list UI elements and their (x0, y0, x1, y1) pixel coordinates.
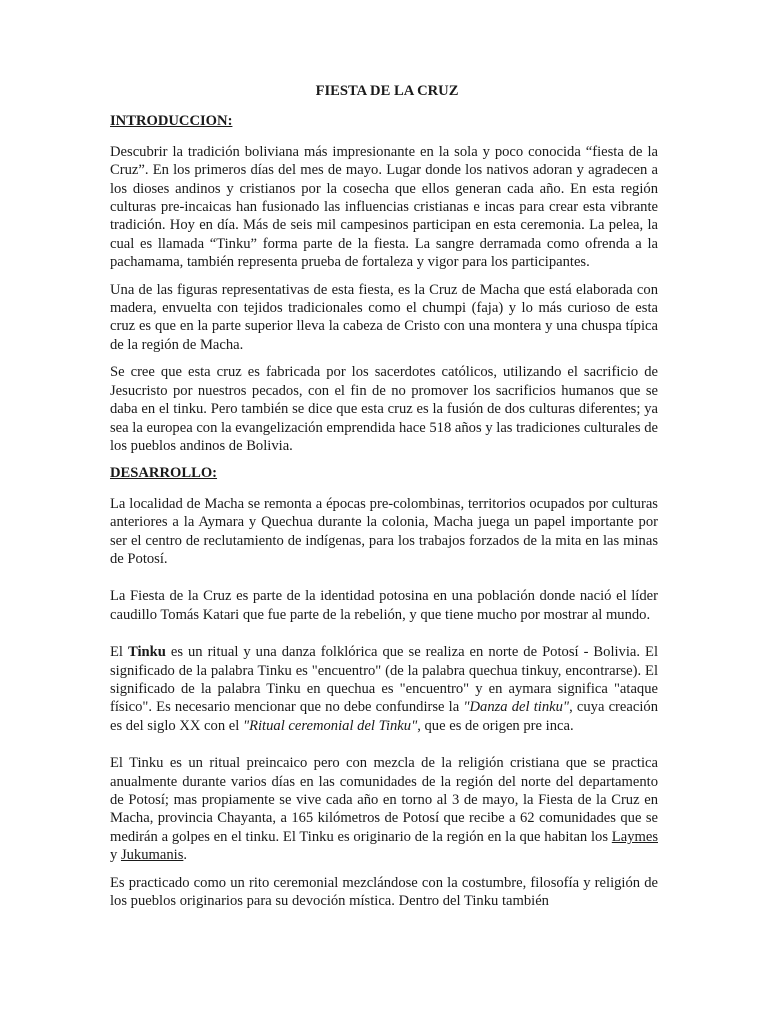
danza-del-tinku-italic: "Danza del tinku" (463, 699, 570, 716)
ritual-ceremonial-italic: "Ritual ceremonial del Tinku" (242, 717, 418, 734)
p4-text-e: . (183, 847, 188, 864)
laymes-link[interactable]: Laymes (611, 828, 658, 845)
p3-text-a: El (110, 644, 128, 661)
p3-text-g: , que es de origen pre inca. (417, 717, 574, 734)
desarrollo-paragraph-2: La Fiesta de la Cruz es parte de la identidad potosina en una población donde nació el líder caudillo Tomás Katari que fue parte de la rebelión, y que tiene mucho por mostrar al mundo. (110, 588, 658, 623)
p4-text-c: y (110, 847, 121, 864)
tinku-bold-term: Tinku (127, 644, 166, 661)
intro-paragraph-3: Se cree que esta cruz es fabricada por los sacerdotes católicos, utilizando el sacrificio de Jesucristo por nuestros pecados, con el fin de no promover los sacrificios humanos que se daba en el tinku. Pero también se dice que esta cruz es la fusión de dos culturas diferentes; ya sea la europea con la evangelización emprendida hace 518 años y las tradiciones culturales de los pueblos andinos de Bolivia. (110, 364, 658, 454)
jukumanis-link[interactable]: Jukumanis (120, 847, 184, 864)
p3-text-e: , cuya creación es del siglo XX con el (110, 699, 658, 734)
intro-paragraph-2: Una de las figuras representativas de esta fiesta, es la Cruz de Macha que está elaborada con madera, envuelta con tejidos tradicionales como el chumpi (faja) y lo más curioso de esta cruz es que en la parte superior lleva la cabeza de Cristo con una montera y una chuspa típica de la región de Macha. (110, 281, 658, 353)
intro-heading: INTRODUCCION: (110, 113, 233, 130)
document-title: FIESTA DE LA CRUZ (315, 83, 459, 99)
desarrollo-paragraph-3 (110, 643, 658, 735)
desarrollo-heading: DESARROLLO: (110, 465, 218, 482)
desarrollo-paragraph-4 (110, 754, 658, 864)
p4-text-a: El Tinku es un ritual preincaico pero con mezcla de la religión cristiana que se practica anualmente durante varios días en las comunidades de la región del norte del departamento de Potosí; mas propiamente se vive cada año en torno al 3 de mayo, la Fiesta de la Cruz en Macha, provincia Chayanta, a 165 kilómetros de Potosí que recibe a 62 comunidades que se medirán a golpes en el tinku. El Tinku es originario de la región en la que habitan los (110, 755, 658, 845)
desarrollo-paragraph-5: Es practicado como un rito ceremonial mezclándose con la costumbre, filosofía y religión de los pueblos originarios para su devoción mística. Dentro del Tinku también (110, 874, 658, 910)
document-page (110, 82, 658, 919)
desarrollo-paragraph-1: La localidad de Macha se remonta a épocas pre-colombinas, territorios ocupados por culturas anteriores a la Aymara y Quechua durante la colonia, Macha juega un papel importante por ser el centro de reclutamiento de indígenas, para los trabajos forzados de la mita en las minas de Potosí. (110, 495, 658, 567)
intro-paragraph-1: Descubrir la tradición boliviana más impresionante en la sola y poco conocida “fiesta de la Cruz”. En los primeros días del mes de mayo. Lugar donde los nativos adoran y agradecen a los dioses andinos y cristianos por la cosecha que ellos generan cada año. En esta región culturas pre-incaicas han fusionado las influencias cristianas e incas para crear esta vibrante tradición. Hoy en día. Más de seis mil campesinos participan en esta ceremonia. La pelea, la cual es llamada “Tinku” forma parte de la fiesta. La sangre derramada como ofrenda a la pachamama, también representa prueba de fortaleza y vigor para los participantes. (110, 143, 658, 271)
p3-text-c: es un ritual y una danza folklórica que se realiza en norte de Potosí - Bolivia. El significado de la palabra Tinku es "encuentro" (de la palabra quechua tinkuy, encontrarse). El significado de la palabra Tinku en quechua es "encuentro" y en aymara significa "ataque físico". Es necesario mencionar que no debe confundirse la (110, 644, 658, 716)
